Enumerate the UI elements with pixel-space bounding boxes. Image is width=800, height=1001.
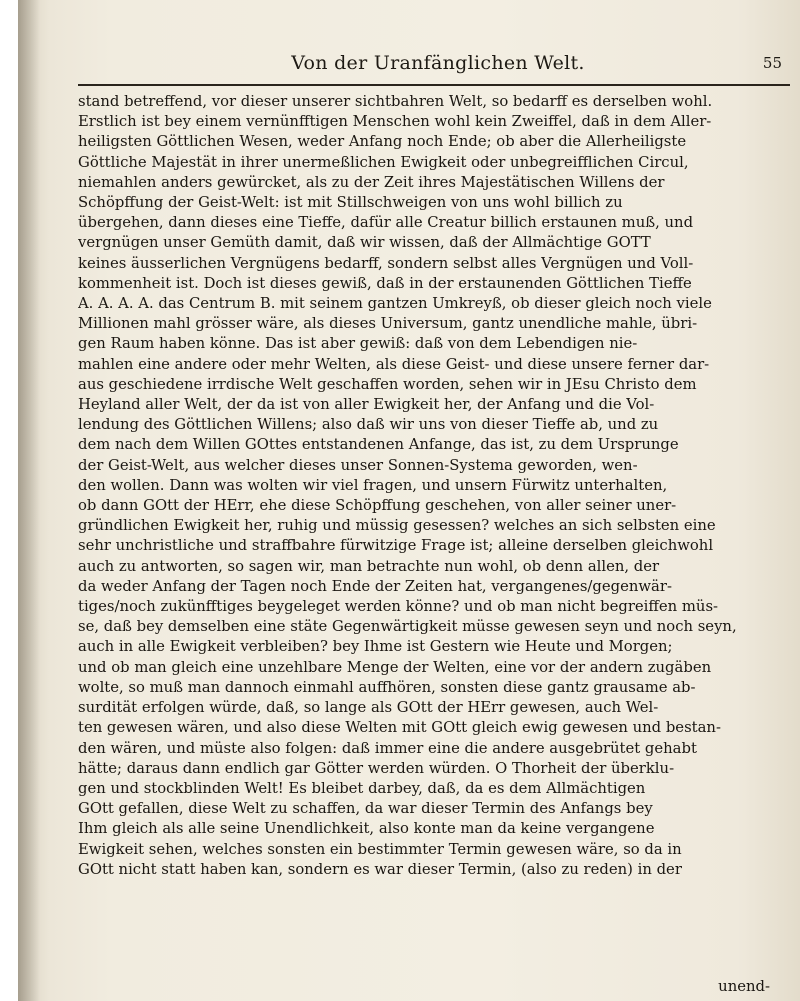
header-rule xyxy=(78,84,790,86)
text-line: Millionen mahl grösser wäre, als dieses Universum, gantz unendliche mahle, übri- xyxy=(78,315,698,333)
text-line: übergehen, dann dieses eine Tieffe, dafür alle Creatur billich erstaunen muß, und xyxy=(78,214,694,232)
text-line: der Geist-Welt, aus welcher dieses unser Sonnen-Systema geworden, wen- xyxy=(78,456,638,474)
running-title: Von der Uranfänglichen Welt. xyxy=(291,52,585,74)
text-line: den wären, und müste also folgen: daß immer eine die andere ausgebrütet gehabt xyxy=(78,739,697,757)
text-line: aus geschiedene irrdische Welt geschaffen worden, sehen wir in JEsu Christo dem xyxy=(78,375,697,393)
text-line: niemahlen anders gewürcket, als zu der Zeit ihres Majestätischen Willens der xyxy=(78,173,665,191)
text-line: heiligsten Göttlichen Wesen, weder Anfang noch Ende; ob aber die Allerheiligste xyxy=(78,133,687,151)
page-margin xyxy=(0,0,18,1001)
text-line: dem nach dem Willen GOttes entstandenen Anfange, das ist, zu dem Ursprunge xyxy=(78,436,679,454)
text-line: den wollen. Dann was wolten wir viel fragen, und unsern Fürwitz unterhalten, xyxy=(78,476,668,494)
text-line: GOtt nicht statt haben kan, sondern es war dieser Termin, (also zu reden) in der xyxy=(78,860,682,878)
text-line: se, daß bey demselben eine stäte Gegenwärtigkeit müsse gewesen seyn und noch seyn, xyxy=(78,618,737,636)
text-line: wolte, so muß man dannoch einmahl auffhören, sonsten diese gantz grausame ab- xyxy=(78,678,696,696)
text-line: vergnügen unser Gemüth damit, daß wir wissen, daß der Allmächtige GOTT xyxy=(78,234,651,252)
text-line: und ob man gleich eine unzehlbare Menge der Welten, eine vor der andern zugäben xyxy=(78,658,712,676)
text-line: GOtt gefallen, diese Welt zu schaffen, da war dieser Termin des Anfangs bey xyxy=(78,800,653,818)
catchword: unend- xyxy=(718,978,770,995)
text-line: hätte; daraus dann endlich gar Götter werden würden. O Thorheit der überklu- xyxy=(78,759,675,777)
book-page xyxy=(18,0,800,1001)
text-line: keines äusserlichen Vergnügens bedarff, sondern selbst alles Vergnügen und Voll- xyxy=(78,254,694,272)
text-line: ten gewesen wären, und also diese Welten mit GOtt gleich ewig gewesen und bestan- xyxy=(78,719,721,737)
text-line: A. A. A. A. das Centrum B. mit seinem gantzen Umkreyß, ob dieser gleich noch viele xyxy=(78,295,712,313)
text-line: Schöpffung der Geist-Welt: ist mit Stillschweigen von uns wohl billich zu xyxy=(78,194,623,212)
text-line: gründlichen Ewigkeit her, ruhig und müssig gesessen? welches an sich selbsten eine xyxy=(78,517,716,535)
text-line: Heyland aller Welt, der da ist von aller Ewigkeit her, der Anfang und die Vol- xyxy=(78,396,655,414)
text-line: gen und stockblinden Welt! Es bleibet darbey, daß, da es dem Allmächtigen xyxy=(78,779,646,797)
text-line: Ihm gleich als alle seine Unendlichkeit, also konte man da keine vergangene xyxy=(78,820,655,838)
text-line: da weder Anfang der Tagen noch Ende der Zeiten hat, vergangenes/gegenwär- xyxy=(78,577,672,595)
text-line: tiges/noch zukünfftiges beygeleget werden könne? und ob man nicht begreiffen müs- xyxy=(78,598,719,616)
body-text xyxy=(78,92,798,880)
text-line: surdität erfolgen würde, daß, so lange als GOtt der HErr gewesen, auch Wel- xyxy=(78,699,659,717)
text-line: gen Raum haben könne. Das ist aber gewiß: daß von dem Lebendigen nie- xyxy=(78,335,638,353)
page-number: 55 xyxy=(762,54,782,72)
text-line: kommenheit ist. Doch ist dieses gewiß, daß in der erstaunenden Göttlichen Tieffe xyxy=(78,274,692,292)
text-line: auch in alle Ewigkeit verbleiben? bey Ihme ist Gestern wie Heute und Morgen; xyxy=(78,638,673,656)
spine-shadow xyxy=(18,0,40,1001)
running-header xyxy=(88,52,788,80)
text-line: lendung des Göttlichen Willens; also daß wir uns von dieser Tieffe ab, und zu xyxy=(78,416,659,434)
text-line: sehr unchristliche und straffbahre fürwitzige Frage ist; alleine derselben gleichwohl xyxy=(78,537,714,555)
text-line: stand betreffend, vor dieser unserer sichtbahren Welt, so bedarff es derselben wohl. xyxy=(78,93,713,110)
text-line: Göttliche Majestät in ihrer unermeßlichen Ewigkeit oder unbegreifflichen Circul, xyxy=(78,153,689,171)
text-line: auch zu antworten, so sagen wir, man betrachte nun wohl, ob denn allen, der xyxy=(78,557,660,575)
text-line: Ewigkeit sehen, welches sonsten ein bestimmter Termin gewesen wäre, so da in xyxy=(78,840,682,858)
text-line: Erstlich ist bey einem vernünfftigen Menschen wohl kein Zweiffel, daß in dem Aller- xyxy=(78,113,712,131)
text-line: ob dann GOtt der HErr, ehe diese Schöpffung geschehen, von aller seiner uner- xyxy=(78,497,677,515)
text-line: mahlen eine andere oder mehr Welten, als diese Geist- und diese unsere ferner dar- xyxy=(78,355,710,373)
